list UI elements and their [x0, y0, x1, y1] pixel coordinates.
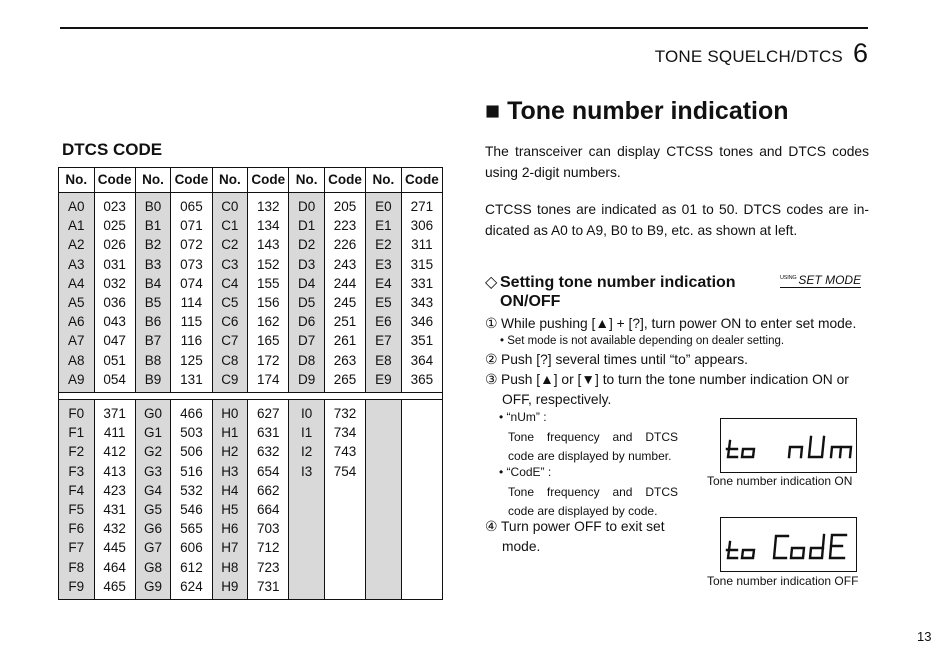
- table-cell-code: 627: [256, 406, 280, 422]
- table-cell-code: 631: [256, 425, 280, 441]
- step-3: [485, 370, 875, 410]
- number-column: [135, 400, 171, 600]
- step-4-line2: mode.: [502, 539, 541, 554]
- number-column: [366, 400, 402, 600]
- table-cell-code: 743: [333, 444, 357, 460]
- table-cell-code: 365: [410, 371, 434, 387]
- table-cell-number: A7: [68, 333, 85, 349]
- table-cell-number: D4: [297, 275, 316, 291]
- table-cell-code: 165: [256, 333, 280, 349]
- step-4-number: ④: [485, 519, 498, 534]
- code-column: [401, 193, 442, 393]
- table-cell-number: E2: [375, 237, 392, 253]
- dtcs-code-table: [58, 167, 443, 600]
- table-cell-number: F9: [68, 578, 85, 594]
- table-cell-number: C0: [221, 199, 239, 214]
- code-column: [324, 193, 365, 393]
- table-cell-number: G8: [144, 559, 163, 575]
- number-column: [366, 193, 402, 393]
- table-cell-code: 261: [333, 333, 357, 349]
- table-cell-code: 311: [411, 237, 433, 253]
- table-cell-number: A9: [68, 371, 85, 387]
- table-cell-code: 516: [180, 463, 203, 479]
- table-cell-code: 346: [410, 314, 434, 330]
- table-cell-number: H6: [221, 521, 239, 537]
- column-header: Code: [248, 168, 289, 193]
- table-header-row: [59, 168, 443, 193]
- intro-paragraph: The transceiver can display CTCSS tones and DTCS codes using 2-digit numbers.: [485, 144, 869, 180]
- table-cell-number: B1: [144, 218, 162, 234]
- table-cell-number: G5: [144, 502, 163, 518]
- column-header: No.: [135, 168, 171, 193]
- table-cell-number: F5: [68, 502, 85, 518]
- table-cell-code: 043: [103, 314, 126, 330]
- column-header: No.: [212, 168, 248, 193]
- subsection-title-line2: ON/OFF: [500, 293, 561, 310]
- table-cell-code: 606: [180, 540, 203, 556]
- table-cell-code: 245: [333, 295, 357, 311]
- table-cell-code: 243: [333, 256, 357, 272]
- table-cell-number: H5: [221, 502, 239, 518]
- table-cell-code: 265: [333, 371, 357, 387]
- table-cell-code: 445: [103, 540, 126, 556]
- table-cell-number: I1: [300, 425, 313, 441]
- table-cell-number: A0: [68, 199, 85, 214]
- option-code-label: • “CodE” :: [499, 465, 552, 479]
- table-cell-number: D1: [297, 218, 316, 234]
- step-4-line1: Turn power OFF to exit set: [501, 519, 665, 534]
- table-cell-code: 174: [256, 371, 280, 387]
- step-1-text: While pushing [▲] + [?], turn power ON to enter set mode.: [501, 316, 857, 331]
- table-cell-code: 143: [256, 237, 280, 253]
- table-cell-code: 131: [180, 371, 203, 387]
- step-2-text: Push [?] several times until “to” appears.: [501, 352, 748, 367]
- step-1: [485, 314, 856, 334]
- code-column: [94, 400, 135, 600]
- table-cell-code: 664: [256, 502, 280, 518]
- table-cell-number: C6: [221, 314, 239, 330]
- subsection-title-line1: Setting tone number indication: [500, 274, 736, 291]
- table-cell-number: G1: [144, 425, 163, 441]
- column-header: Code: [324, 168, 365, 193]
- table-cell-number: F2: [68, 444, 85, 460]
- table-cell-number: E7: [375, 333, 392, 349]
- top-rule: [60, 27, 868, 29]
- column-header: No.: [59, 168, 95, 193]
- table-cell-code: 026: [103, 237, 126, 253]
- table-cell-code: 054: [103, 371, 126, 387]
- table-cell-code: 223: [333, 218, 357, 234]
- table-cell-number: G9: [144, 578, 163, 594]
- column-header: Code: [94, 168, 135, 193]
- table-cell-code: 271: [410, 199, 434, 214]
- display-off-caption: Tone number indication OFF: [707, 574, 859, 588]
- table-cell-number: B7: [144, 333, 162, 349]
- column-header: No.: [289, 168, 325, 193]
- table-cell-number: D6: [297, 314, 316, 330]
- table-cell-code: 734: [333, 425, 357, 441]
- table-cell-number: C3: [221, 256, 239, 272]
- table-cell-code: 532: [180, 482, 203, 498]
- table-cell-number: I0: [300, 406, 313, 422]
- table-cell-code: 156: [256, 295, 280, 311]
- table-cell-number: I3: [300, 463, 313, 479]
- table-cell-number: C7: [221, 333, 239, 349]
- table-cell-code: 205: [333, 199, 357, 214]
- table-cell-code: 723: [256, 559, 280, 575]
- table-cell-code: 654: [256, 463, 280, 479]
- step-3-line2: OFF, respectively.: [502, 392, 612, 407]
- table-cell-code: 065: [180, 199, 203, 214]
- table-cell-code: 431: [103, 502, 126, 518]
- table-cell-number: F0: [68, 406, 85, 422]
- column-header: Code: [171, 168, 212, 193]
- table-cell-number: B4: [144, 275, 162, 291]
- table-cell-number: F6: [68, 521, 85, 537]
- table-cell-code: 072: [180, 237, 203, 253]
- table-cell-number: C5: [221, 295, 239, 311]
- table-cell-code: 051: [103, 352, 126, 368]
- lcd-segments-to-num: [721, 419, 856, 472]
- table-cell-number: C9: [221, 371, 239, 387]
- table-cell-code: 115: [180, 314, 203, 330]
- table-cell-code: 503: [180, 425, 203, 441]
- table-cell-code: 114: [180, 295, 203, 311]
- step-2-number: ②: [485, 352, 498, 367]
- table-cell-code: 036: [103, 295, 126, 311]
- table-cell-number: B2: [144, 237, 162, 253]
- table-cell-code: 315: [410, 256, 434, 272]
- table-cell-code: 263: [333, 352, 357, 368]
- table-cell-code: 155: [256, 275, 280, 291]
- table-cell-code: 152: [256, 256, 280, 272]
- section-title-text: Tone number indication: [507, 97, 789, 125]
- column-header: Code: [401, 168, 442, 193]
- set-mode-badge: [780, 273, 861, 288]
- step-1-note: • Set mode is not available depending on dealer setting.: [500, 335, 785, 347]
- table-cell-number: H2: [221, 444, 239, 460]
- table-cell-code: 371: [103, 406, 126, 422]
- dtcs-code-title: DTCS CODE: [62, 140, 163, 159]
- table-cell-number: F3: [68, 463, 85, 479]
- table-cell-number: E1: [375, 218, 392, 234]
- table-cell-number: A6: [68, 314, 85, 330]
- table-cell-code: 116: [180, 333, 203, 349]
- table-cell-code: 331: [410, 275, 434, 291]
- table-block-f-i: [59, 400, 443, 600]
- table-cell-number: E9: [375, 371, 392, 387]
- table-cell-code: 412: [103, 444, 126, 460]
- table-cell-code: 466: [180, 406, 203, 422]
- code-column: [171, 193, 212, 393]
- section-title: [485, 97, 789, 126]
- table-cell-number: A3: [68, 256, 85, 272]
- table-cell-number: D8: [297, 352, 316, 368]
- table-cell-code: 251: [333, 314, 357, 330]
- ctcss-paragraph: CTCSS tones are indicated as 01 to 50. DTCS codes are in-dicated as A0 to A9, B0 to B9, etc. as shown at left.: [485, 202, 869, 238]
- table-cell-code: 023: [103, 199, 126, 214]
- table-cell-code: 612: [180, 559, 203, 575]
- table-cell-code: 432: [103, 521, 126, 537]
- table-cell-number: I2: [300, 444, 313, 460]
- table-cell-number: F1: [68, 425, 85, 441]
- table-cell-number: G6: [144, 521, 163, 537]
- table-cell-number: F4: [68, 482, 85, 498]
- table-cell-number: F7: [68, 540, 85, 556]
- table-cell-number: B3: [144, 256, 162, 272]
- header-section-title: TONE SQUELCH/DTCS: [654, 47, 843, 66]
- table-cell-code: 413: [103, 463, 126, 479]
- table-cell-number: H3: [221, 463, 239, 479]
- number-column: [59, 400, 95, 600]
- table-cell-number: B6: [144, 314, 162, 330]
- table-cell-number: E3: [375, 256, 392, 272]
- table-cell-code: 343: [410, 295, 434, 311]
- code-column: [248, 193, 289, 393]
- column-header: No.: [366, 168, 402, 193]
- set-mode-label: SET MODE: [798, 273, 862, 287]
- table-cell-code: 125: [180, 352, 203, 368]
- table-cell-number: D0: [297, 199, 316, 214]
- table-cell-number: A2: [68, 237, 85, 253]
- table-cell-code: 364: [410, 352, 434, 368]
- number-column: [135, 193, 171, 393]
- table-cell-number: B0: [144, 199, 162, 214]
- table-cell-number: B9: [144, 371, 162, 387]
- table-cell-number: D5: [297, 295, 316, 311]
- table-cell-code: 731: [256, 578, 280, 594]
- page-header: [655, 38, 868, 69]
- subsection-title: [485, 273, 736, 311]
- table-cell-number: H4: [221, 482, 239, 498]
- lcd-display-on: [720, 418, 857, 473]
- number-column: [59, 193, 95, 393]
- table-cell-number: C2: [221, 237, 239, 253]
- table-cell-number: E5: [375, 295, 392, 311]
- code-column: [171, 400, 212, 600]
- header-chapter-number: 6: [852, 38, 868, 68]
- table-cell-code: 632: [256, 444, 280, 460]
- step-1-number: ①: [485, 316, 498, 331]
- table-cell-code: 074: [180, 275, 203, 291]
- table-cell-number: D3: [297, 256, 316, 272]
- table-cell-code: 712: [256, 540, 280, 556]
- table-cell-number: A8: [68, 352, 85, 368]
- table-cell-code: 565: [180, 521, 203, 537]
- step-2: [485, 350, 748, 370]
- table-cell-number: A1: [68, 218, 85, 234]
- number-column: [212, 400, 248, 600]
- display-on-caption: Tone number indication ON: [707, 474, 853, 488]
- table-cell-number: G2: [144, 444, 163, 460]
- table-cell-number: H8: [221, 559, 239, 575]
- number-column: [289, 193, 325, 393]
- table-block-a-e: [59, 193, 443, 393]
- table-cell-number: A5: [68, 295, 85, 311]
- table-cell-number: B5: [144, 295, 162, 311]
- table-cell-code: 754: [333, 463, 357, 479]
- table-cell-number: H0: [221, 406, 239, 422]
- table-cell-number: D9: [297, 371, 316, 387]
- table-cell-code: 411: [103, 425, 126, 441]
- table-cell-number: G4: [144, 482, 163, 498]
- lcd-display-off: [720, 517, 857, 572]
- square-bullet-icon: ■: [485, 97, 501, 125]
- using-label: USING: [780, 275, 797, 281]
- table-cell-code: 465: [103, 578, 126, 594]
- table-cell-code: 703: [256, 521, 280, 537]
- table-cell-number: F8: [68, 559, 85, 575]
- table-cell-code: 464: [103, 559, 126, 575]
- table-cell-number: E4: [375, 275, 392, 291]
- table-cell-code: 546: [180, 502, 203, 518]
- table-cell-code: 073: [180, 256, 203, 272]
- table-cell-number: E8: [375, 352, 392, 368]
- step-3-number: ③: [485, 372, 498, 387]
- table-cell-code: 047: [103, 333, 126, 349]
- table-cell-code: 423: [103, 482, 126, 498]
- table-cell-code: 162: [256, 314, 280, 330]
- lcd-segments-to-code: [721, 518, 856, 571]
- table-cell-number: C1: [221, 218, 239, 234]
- table-cell-code: 662: [256, 482, 280, 498]
- table-cell-number: H9: [221, 578, 239, 594]
- table-cell-code: 732: [333, 406, 357, 422]
- page-number: 13: [917, 629, 932, 644]
- code-column: [248, 400, 289, 600]
- block-separator: [59, 393, 443, 400]
- table-cell-code: 132: [256, 199, 280, 214]
- table-cell-number: G3: [144, 463, 163, 479]
- table-cell-code: 025: [103, 218, 126, 234]
- table-cell-number: C4: [221, 275, 239, 291]
- table-cell-code: 351: [410, 333, 434, 349]
- table-cell-code: 506: [180, 444, 203, 460]
- table-cell-number: E0: [375, 199, 392, 214]
- table-cell-number: D2: [297, 237, 316, 253]
- diamond-icon: ◇: [485, 274, 498, 291]
- table-cell-code: 172: [256, 352, 280, 368]
- option-num-description: Tone frequency and DTCS code are displayed by number.: [508, 430, 678, 463]
- step-4: [485, 517, 685, 557]
- table-cell-code: 032: [103, 275, 126, 291]
- table-cell-number: H1: [221, 425, 239, 441]
- table-cell-number: A4: [68, 275, 85, 291]
- table-cell-number: E6: [375, 314, 392, 330]
- table-cell-number: G0: [144, 406, 163, 422]
- code-column: [94, 193, 135, 393]
- number-column: [289, 400, 325, 600]
- table-cell-code: 624: [180, 578, 203, 594]
- table-cell-code: 071: [180, 218, 203, 234]
- table-cell-number: H7: [221, 540, 239, 556]
- code-column: [401, 400, 442, 600]
- table-cell-number: C8: [221, 352, 239, 368]
- table-cell-code: 244: [333, 275, 357, 291]
- table-cell-code: 306: [410, 218, 434, 234]
- step-3-line1: Push [▲] or [▼] to turn the tone number indication ON or: [501, 372, 849, 387]
- table-cell-code: 031: [103, 256, 126, 272]
- table-cell-number: G7: [144, 540, 163, 556]
- table-cell-number: D7: [297, 333, 316, 349]
- code-column: [324, 400, 365, 600]
- table-cell-code: 134: [256, 218, 280, 234]
- option-num-label: • “nUm” :: [499, 410, 547, 424]
- number-column: [212, 193, 248, 393]
- option-code-description: Tone frequency and DTCS code are displayed by code.: [508, 485, 678, 518]
- table-cell-code: 226: [333, 237, 357, 253]
- table-cell-number: B8: [144, 352, 162, 368]
